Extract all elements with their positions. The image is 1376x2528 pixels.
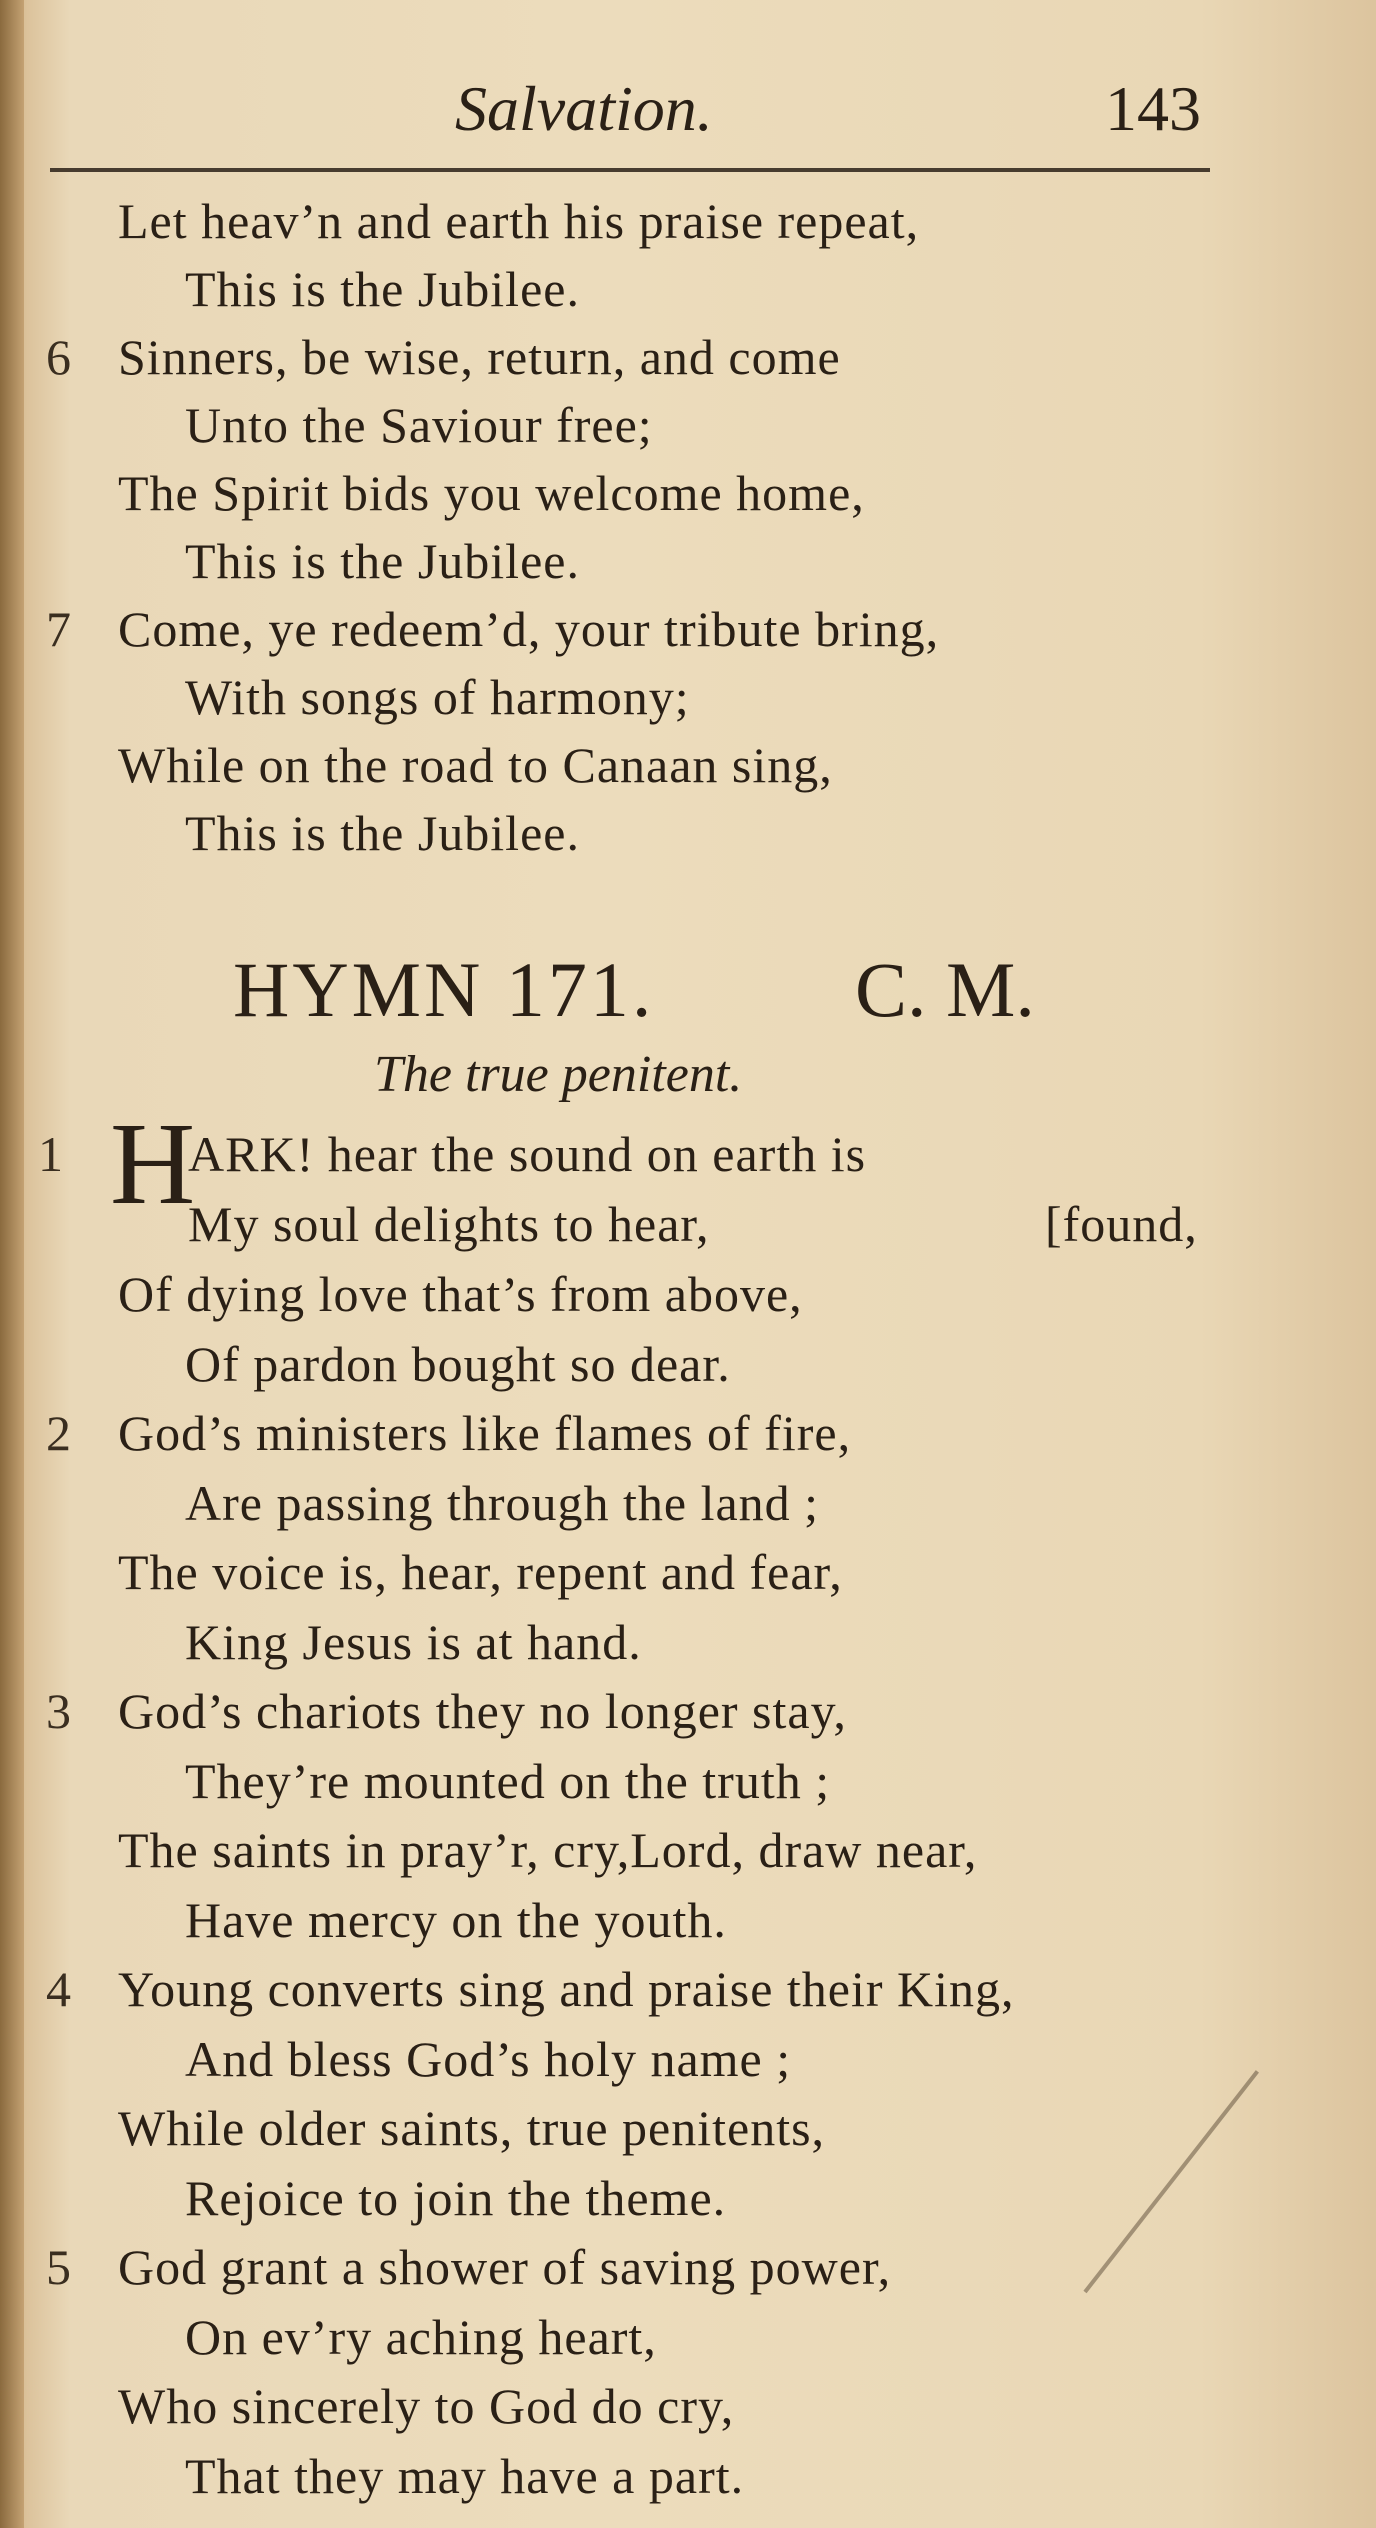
verse-line: God’s ministers like flames of fire, — [118, 1405, 852, 1461]
header-rule — [50, 168, 1210, 172]
verse-line: The saints in pray’r, cry,Lord, draw near, — [118, 1822, 978, 1878]
verse-line: This is the Jubilee. — [185, 533, 580, 589]
drop-capital: H — [110, 1098, 196, 1229]
verse-number: 4 — [46, 1961, 71, 2017]
verse-line: The voice is, hear, repent and fear, — [118, 1544, 843, 1600]
verse-line: Have mercy on the youth. — [185, 1891, 727, 1948]
verse-line: Young converts sing and praise their King, — [118, 1961, 1015, 2017]
verse-line: God grant a shower of saving power, — [118, 2239, 892, 2295]
hymn-subtitle: The true penitent. — [374, 1046, 743, 1103]
page-number: 143 — [1105, 73, 1201, 144]
book-spine-edge — [0, 0, 24, 2528]
verse-line: Who sincerely to God do cry, — [118, 2378, 735, 2434]
verse-number: 2 — [46, 1405, 71, 1461]
verse-line: God’s chariots they no longer stay, — [118, 1683, 847, 1739]
verse-line: The Spirit bids you welcome home, — [118, 465, 865, 521]
verse-line: Come, ye redeem’d, your tribute bring, — [118, 601, 940, 657]
verse-line: While older saints, true penitents, — [118, 2100, 826, 2156]
verse-line: That they may have a part. — [185, 2447, 745, 2504]
verse-number: 6 — [46, 329, 71, 385]
verse-number: 1 — [38, 1126, 63, 1182]
verse-line: ARK! hear the sound on earth is — [188, 1126, 867, 1182]
verse-line: Of pardon bought so dear. — [185, 1335, 731, 1392]
verse-line: This is the Jubilee. — [185, 261, 580, 317]
verse-line: With songs of harmony; — [185, 669, 690, 725]
verse-number: 5 — [46, 2239, 71, 2295]
verse-line-bracket: [found, — [1045, 1196, 1198, 1252]
verse-line: Of dying love that’s from above, — [118, 1266, 803, 1322]
verse-line: Are passing through the land ; — [185, 1474, 820, 1531]
verse-line: Let heav’n and earth his praise repeat, — [118, 193, 920, 249]
verse-line: While on the road to Canaan sing, — [118, 737, 833, 793]
verse-line: Unto the Saviour free; — [185, 397, 653, 453]
page-crease — [1083, 2070, 1259, 2293]
verse-line: And bless God’s holy name ; — [185, 2030, 792, 2087]
verse-number: 7 — [46, 601, 71, 657]
running-head-title: Salvation. — [455, 73, 713, 144]
verse-line: King Jesus is at hand. — [185, 1613, 642, 1670]
hymn-meter: C. M. — [855, 946, 1035, 1033]
verse-line: They’re mounted on the truth ; — [185, 1752, 831, 1809]
hymn-title: HYMN 171. — [233, 946, 655, 1033]
verse-line: My soul delights to hear, — [188, 1196, 710, 1252]
verse-number: 3 — [46, 1683, 71, 1739]
verse-line: This is the Jubilee. — [185, 805, 580, 861]
verse-line: Sinners, be wise, return, and come — [118, 329, 841, 385]
verse-line: Rejoice to join the theme. — [185, 2169, 727, 2226]
verse-line: On ev’ry aching heart, — [185, 2308, 657, 2365]
